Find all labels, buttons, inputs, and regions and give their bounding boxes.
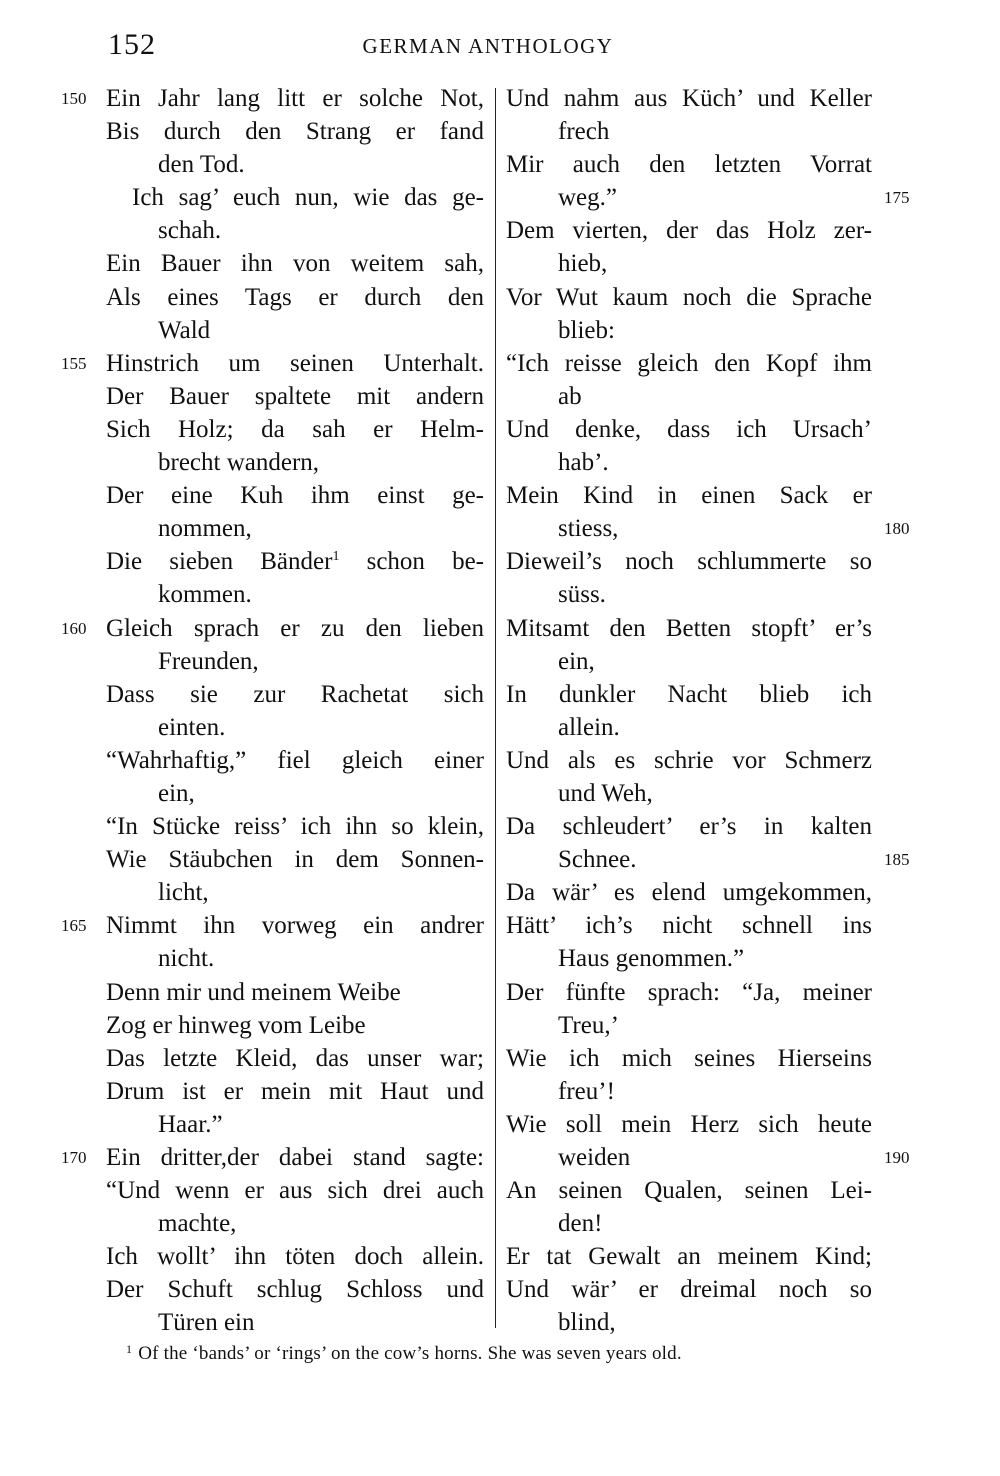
verse-line — [106, 843, 484, 876]
verse-line — [506, 942, 872, 975]
verse-text: weg.” — [558, 184, 617, 212]
line-number: 175 — [884, 188, 910, 208]
verse-text: blieb: — [558, 316, 615, 344]
verse-text: Ich sag’ euch nun, wie das ge- — [132, 184, 484, 212]
verse-line — [106, 976, 484, 1009]
verse-text: frech — [558, 118, 610, 146]
verse-line — [106, 1240, 484, 1273]
verse-text: Der Schuft schlug Schloss und — [106, 1276, 484, 1304]
verse-text: Und als es schrie vor Schmerz — [506, 746, 872, 774]
verse-text: “Wahrhaftig,” fiel gleich einer — [106, 746, 484, 774]
verse-line — [106, 148, 484, 181]
verse-text: Und wär’ er dreimal noch so — [506, 1276, 872, 1304]
verse-text: Treu,’ — [558, 1011, 619, 1039]
verse-text: Dass sie zur Rachetat sich — [106, 680, 484, 708]
verse-line — [506, 777, 872, 810]
verse-line — [506, 909, 872, 942]
verse-text: stiess, — [558, 515, 619, 543]
verse-text: einten. — [158, 713, 226, 741]
verse-text: hab’. — [558, 449, 609, 477]
footnote-marker: 1 — [126, 1342, 133, 1356]
verse-line — [506, 976, 872, 1009]
verse-line — [106, 115, 484, 148]
column-divider — [495, 88, 496, 1328]
line-number: 170 — [61, 1148, 87, 1167]
verse-line — [106, 380, 484, 413]
verse-line — [506, 247, 872, 280]
verse-text: Mitsamt den Betten stopft’ er’s — [506, 614, 872, 642]
verse-line — [106, 214, 484, 247]
verse-text: Und nahm aus Küch’ und Keller — [506, 85, 872, 112]
verse-line — [106, 711, 484, 744]
verse-line — [106, 512, 484, 545]
verse-line — [506, 115, 872, 148]
verse-text: und Weh, — [558, 779, 653, 807]
verse-line — [506, 645, 872, 678]
verse-text: Und denke, dass ich Ursach’ — [506, 415, 872, 443]
verse-line — [106, 545, 484, 578]
verse-text: nommen, — [158, 515, 252, 543]
verse-text: licht, — [158, 879, 209, 907]
verse-text: kommen. — [158, 581, 252, 609]
verse-line — [506, 810, 872, 843]
verse-line — [506, 1273, 872, 1306]
verse-text: schah. — [158, 217, 222, 245]
verse-line — [506, 281, 872, 314]
verse-text: Der eine Kuh ihm einst ge- — [106, 482, 484, 510]
line-number: 165 — [61, 916, 87, 936]
verse-line — [506, 1207, 872, 1240]
verse-text: ab — [558, 382, 582, 410]
verse-text: Hinstrich um seinen Unterhalt. — [106, 349, 484, 377]
verse-text: Dem vierten, der das Holz zer- — [506, 217, 872, 245]
verse-line — [106, 446, 484, 479]
verse-line — [106, 281, 484, 314]
verse-line — [106, 1075, 484, 1108]
verse-line — [106, 578, 484, 611]
verse-line — [506, 446, 872, 479]
verse-line — [506, 876, 872, 909]
verse-line — [506, 744, 872, 777]
verse-text: Als eines Tags er durch den — [106, 283, 484, 311]
verse-text: den Tod. — [158, 151, 245, 179]
verse-text: Nimmt ihn vorweg ein andrer — [106, 912, 484, 940]
verse-line — [506, 1240, 872, 1273]
verse-line — [506, 347, 872, 380]
right-verse-column — [506, 82, 910, 1340]
line-number: 185 — [884, 850, 910, 870]
verse-text: Ich wollt’ ihn töten doch allein. — [106, 1243, 484, 1271]
verse-text: Wie ich mich seines Hierseins — [506, 1044, 872, 1072]
page-number: 152 — [108, 28, 156, 61]
verse-text: Sich Holz; da sah er Helm- — [106, 415, 484, 443]
verse-text: Hätt’ ich’s nicht schnell ins — [506, 912, 872, 940]
verse-text: Ein dritter,der dabei stand sagte: — [106, 1144, 484, 1171]
verse-line — [506, 1009, 872, 1042]
verse-text: nicht. — [158, 945, 215, 973]
verse-text: Türen ein — [158, 1309, 255, 1337]
left-verse-column — [61, 82, 484, 1340]
verse-text: Da schleudert’ er’s in kalten — [506, 813, 872, 841]
footnote — [126, 1343, 682, 1365]
verse-line — [106, 777, 484, 810]
verse-line — [506, 578, 872, 611]
verse-text: den! — [558, 1210, 603, 1238]
verse-line — [61, 82, 484, 115]
verse-line — [506, 314, 872, 347]
verse-text: Der fünfte sprach: “Ja, meiner — [506, 978, 872, 1006]
verse-line — [106, 1273, 484, 1306]
verse-line — [506, 380, 872, 413]
verse-line — [506, 1042, 872, 1075]
line-number: 160 — [61, 618, 87, 638]
running-title — [0, 34, 1000, 59]
verse-line — [106, 942, 484, 975]
verse-text: ein, — [158, 779, 195, 807]
verse-text: “In Stücke reiss’ ich ihn so klein, — [106, 813, 484, 841]
verse-text: allein. — [558, 713, 620, 741]
verse-line — [106, 1174, 484, 1207]
verse-text: hieb, — [558, 250, 608, 278]
verse-line — [106, 247, 484, 280]
verse-line — [506, 1075, 872, 1108]
verse-text: Mein Kind in einen Sack er — [506, 482, 872, 510]
verse-text: Wald — [158, 316, 211, 344]
verse-text: Freunden, — [158, 647, 259, 675]
verse-line — [506, 1108, 872, 1141]
verse-line — [506, 181, 910, 214]
verse-text: Die sieben Bänder — [106, 548, 333, 576]
verse-text: Ein Jahr lang litt er solche Not, — [106, 85, 484, 112]
verse-text: freu’! — [558, 1077, 615, 1105]
verse-text: Gleich sprach er zu den lieben — [106, 614, 484, 642]
verse-line — [506, 711, 872, 744]
verse-line — [106, 678, 484, 711]
verse-text: Der Bauer spaltete mit andern — [106, 382, 484, 410]
verse-text: weiden — [558, 1144, 631, 1171]
verse-line — [506, 1306, 872, 1339]
verse-line — [506, 413, 872, 446]
verse-text: Bis durch den Strang er fand — [106, 118, 484, 146]
verse-text: Zog er hinweg vom Leibe — [106, 1011, 366, 1039]
verse-text: Drum ist er mein mit Haut und — [106, 1077, 484, 1105]
verse-line — [506, 678, 872, 711]
verse-text: blind, — [558, 1309, 616, 1337]
verse-line — [106, 744, 484, 777]
line-number: 190 — [884, 1148, 910, 1167]
footnote-reference: 1 — [332, 549, 340, 565]
verse-line — [106, 645, 484, 678]
verse-text: Wie Stäubchen in dem Sonnen- — [106, 846, 484, 874]
verse-line — [506, 612, 872, 645]
verse-line — [506, 512, 910, 545]
verse-text: Wie soll mein Herz sich heute — [506, 1110, 872, 1138]
verse-line — [106, 810, 484, 843]
verse-line — [106, 1042, 484, 1075]
verse-line — [506, 545, 872, 578]
verse-text: Haus genommen.” — [558, 945, 745, 973]
verse-text: Dieweil’s noch schlummerte so — [506, 548, 872, 576]
verse-line — [61, 1141, 484, 1174]
verse-text: ein, — [558, 647, 595, 675]
verse-line — [106, 413, 484, 446]
verse-text: An seinen Qualen, seinen Lei- — [506, 1177, 872, 1205]
footnote-text: Of the ‘bands’ or ‘rings’ on the cow’s horns. She was seven years old. — [138, 1343, 682, 1364]
verse-line — [106, 181, 484, 214]
verse-text: Da wär’ es elend umgekommen, — [506, 879, 872, 907]
verse-line — [506, 82, 872, 115]
verse-text: Denn mir und meinem Weibe — [106, 978, 401, 1006]
verse-line — [106, 1306, 484, 1339]
verse-line — [506, 1141, 910, 1174]
verse-text: Er tat Gewalt an meinem Kind; — [506, 1243, 872, 1271]
verse-line — [506, 1174, 872, 1207]
verse-text: machte, — [158, 1210, 237, 1238]
verse-line — [61, 347, 484, 380]
verse-line — [106, 1009, 484, 1042]
verse-line — [506, 479, 872, 512]
verse-text: Ein Bauer ihn von weitem sah, — [106, 250, 484, 278]
running-title-text: GERMAN ANTHOLOGY — [362, 34, 614, 58]
verse-text-continued: schon be- — [339, 548, 484, 576]
verse-line — [106, 479, 484, 512]
verse-text: Haar.” — [158, 1110, 223, 1138]
verse-line — [506, 148, 872, 181]
verse-line — [61, 612, 484, 645]
verse-text: Vor Wut kaum noch die Sprache — [506, 283, 872, 311]
verse-line — [106, 1207, 484, 1240]
verse-text: “Ich reisse gleich den Kopf ihm — [506, 349, 872, 377]
verse-line — [61, 909, 484, 942]
verse-text: Schnee. — [558, 846, 637, 874]
verse-line — [506, 214, 872, 247]
verse-line — [106, 314, 484, 347]
line-number: 150 — [61, 89, 87, 108]
verse-text: “Und wenn er aus sich drei auch — [106, 1177, 484, 1205]
line-number: 180 — [884, 519, 910, 539]
verse-line — [106, 1108, 484, 1141]
verse-text: Mir auch den letzten Vorrat — [506, 151, 872, 179]
verse-line — [106, 876, 484, 909]
verse-text: In dunkler Nacht blieb ich — [506, 680, 872, 708]
verse-line — [506, 843, 910, 876]
verse-text: brecht wandern, — [158, 449, 320, 477]
line-number: 155 — [61, 353, 87, 373]
verse-text: süss. — [558, 581, 606, 609]
verse-text: Das letzte Kleid, das unser war; — [106, 1044, 484, 1072]
